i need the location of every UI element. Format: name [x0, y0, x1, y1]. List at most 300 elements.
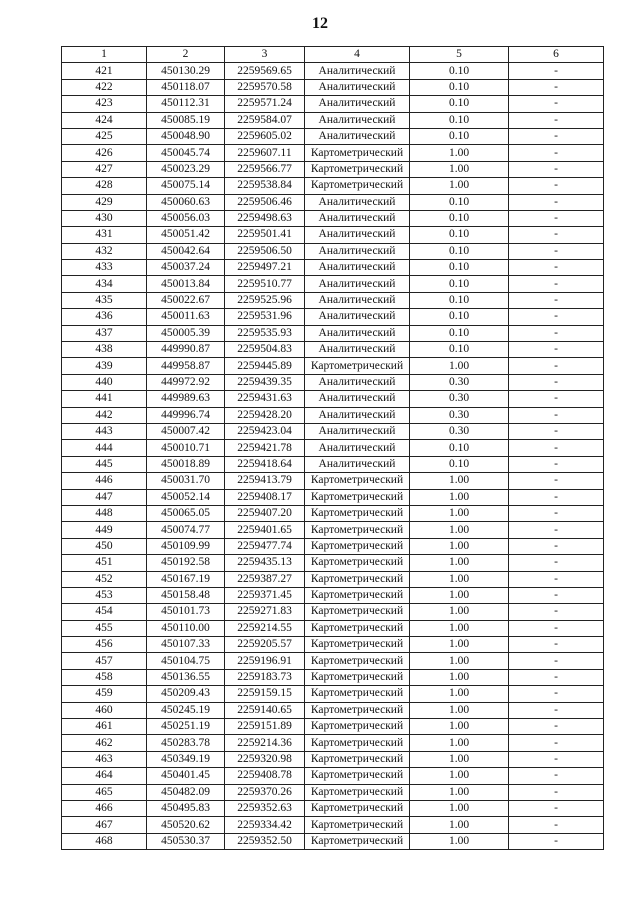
- y-coordinate-cell: 2259501.41: [225, 227, 305, 243]
- point-number-cell: 427: [62, 161, 147, 177]
- point-number-cell: 442: [62, 407, 147, 423]
- method-cell: Картометрический: [305, 768, 410, 784]
- note-cell: -: [509, 686, 604, 702]
- table-row: [62, 423, 604, 439]
- y-coordinate-cell: 2259151.89: [225, 719, 305, 735]
- point-number-cell: 421: [62, 63, 147, 79]
- table-row: [62, 522, 604, 538]
- x-coordinate-cell: 450209.43: [147, 686, 225, 702]
- x-coordinate-cell: 450005.39: [147, 325, 225, 341]
- accuracy-cell: 0.10: [410, 342, 509, 358]
- point-number-cell: 459: [62, 686, 147, 702]
- x-coordinate-cell: 450349.19: [147, 751, 225, 767]
- table-row: [62, 833, 604, 849]
- accuracy-cell: 0.30: [410, 423, 509, 439]
- y-coordinate-cell: 2259214.55: [225, 620, 305, 636]
- point-number-cell: 434: [62, 276, 147, 292]
- table-row: [62, 325, 604, 341]
- x-coordinate-cell: 449990.87: [147, 342, 225, 358]
- table-row: [62, 653, 604, 669]
- note-cell: -: [509, 276, 604, 292]
- table-row: [62, 637, 604, 653]
- method-cell: Аналитический: [305, 391, 410, 407]
- accuracy-cell: 0.10: [410, 243, 509, 259]
- method-cell: Аналитический: [305, 210, 410, 226]
- accuracy-cell: 1.00: [410, 522, 509, 538]
- table-row: [62, 751, 604, 767]
- point-number-cell: 432: [62, 243, 147, 259]
- table-row: [62, 210, 604, 226]
- table-row: [62, 538, 604, 554]
- table-row: [62, 227, 604, 243]
- x-coordinate-cell: 450495.83: [147, 800, 225, 816]
- note-cell: -: [509, 63, 604, 79]
- point-number-cell: 467: [62, 817, 147, 833]
- x-coordinate-cell: 450011.63: [147, 309, 225, 325]
- x-coordinate-cell: 450031.70: [147, 473, 225, 489]
- x-coordinate-cell: 450042.64: [147, 243, 225, 259]
- table-row: [62, 374, 604, 390]
- x-coordinate-cell: 450130.29: [147, 63, 225, 79]
- method-cell: Аналитический: [305, 112, 410, 128]
- y-coordinate-cell: 2259183.73: [225, 669, 305, 685]
- accuracy-cell: 1.00: [410, 653, 509, 669]
- x-coordinate-cell: 450074.77: [147, 522, 225, 538]
- y-coordinate-cell: 2259439.35: [225, 374, 305, 390]
- y-coordinate-cell: 2259205.57: [225, 637, 305, 653]
- method-cell: Картометрический: [305, 686, 410, 702]
- table-row: [62, 800, 604, 816]
- note-cell: -: [509, 145, 604, 161]
- x-coordinate-cell: 450520.62: [147, 817, 225, 833]
- point-number-cell: 450: [62, 538, 147, 554]
- table-row: [62, 96, 604, 112]
- note-cell: -: [509, 571, 604, 587]
- method-cell: Картометрический: [305, 555, 410, 571]
- method-cell: Картометрический: [305, 604, 410, 620]
- table-row: [62, 456, 604, 472]
- x-coordinate-cell: 450037.24: [147, 260, 225, 276]
- point-number-cell: 463: [62, 751, 147, 767]
- method-cell: Аналитический: [305, 309, 410, 325]
- note-cell: -: [509, 719, 604, 735]
- note-cell: -: [509, 342, 604, 358]
- accuracy-cell: 0.10: [410, 194, 509, 210]
- accuracy-cell: 1.00: [410, 161, 509, 177]
- accuracy-cell: 1.00: [410, 620, 509, 636]
- y-coordinate-cell: 2259421.78: [225, 440, 305, 456]
- method-cell: Картометрический: [305, 784, 410, 800]
- point-number-cell: 461: [62, 719, 147, 735]
- accuracy-cell: 1.00: [410, 768, 509, 784]
- method-cell: Картометрический: [305, 505, 410, 521]
- x-coordinate-cell: 450048.90: [147, 128, 225, 144]
- method-cell: Картометрический: [305, 587, 410, 603]
- method-cell: Аналитический: [305, 456, 410, 472]
- x-coordinate-cell: 450085.19: [147, 112, 225, 128]
- table-row: [62, 161, 604, 177]
- method-cell: Картометрический: [305, 833, 410, 849]
- y-coordinate-cell: 2259506.50: [225, 243, 305, 259]
- y-coordinate-cell: 2259352.50: [225, 833, 305, 849]
- method-cell: Картометрический: [305, 522, 410, 538]
- table-row: [62, 571, 604, 587]
- x-coordinate-cell: 450051.42: [147, 227, 225, 243]
- point-number-cell: 436: [62, 309, 147, 325]
- x-coordinate-cell: 450112.31: [147, 96, 225, 112]
- accuracy-cell: 0.10: [410, 309, 509, 325]
- note-cell: -: [509, 128, 604, 144]
- method-cell: Аналитический: [305, 407, 410, 423]
- x-coordinate-cell: 450251.19: [147, 719, 225, 735]
- x-coordinate-cell: 449972.92: [147, 374, 225, 390]
- method-cell: Аналитический: [305, 342, 410, 358]
- x-coordinate-cell: 449989.63: [147, 391, 225, 407]
- note-cell: -: [509, 637, 604, 653]
- table-row: [62, 63, 604, 79]
- accuracy-cell: 0.10: [410, 440, 509, 456]
- accuracy-cell: 0.10: [410, 210, 509, 226]
- accuracy-cell: 1.00: [410, 358, 509, 374]
- point-number-cell: 455: [62, 620, 147, 636]
- coordinates-table: [61, 46, 604, 850]
- accuracy-cell: 1.00: [410, 604, 509, 620]
- y-coordinate-cell: 2259407.20: [225, 505, 305, 521]
- note-cell: -: [509, 489, 604, 505]
- accuracy-cell: 1.00: [410, 571, 509, 587]
- accuracy-cell: 1.00: [410, 702, 509, 718]
- point-number-cell: 428: [62, 178, 147, 194]
- table-row: [62, 342, 604, 358]
- note-cell: -: [509, 522, 604, 538]
- accuracy-cell: 0.10: [410, 292, 509, 308]
- point-number-cell: 454: [62, 604, 147, 620]
- note-cell: -: [509, 800, 604, 816]
- x-coordinate-cell: 450245.19: [147, 702, 225, 718]
- table-row: [62, 178, 604, 194]
- point-number-cell: 466: [62, 800, 147, 816]
- note-cell: -: [509, 194, 604, 210]
- table-row: [62, 768, 604, 784]
- point-number-cell: 424: [62, 112, 147, 128]
- table-row: [62, 784, 604, 800]
- y-coordinate-cell: 2259571.24: [225, 96, 305, 112]
- accuracy-cell: 1.00: [410, 669, 509, 685]
- point-number-cell: 433: [62, 260, 147, 276]
- note-cell: -: [509, 292, 604, 308]
- x-coordinate-cell: 449996.74: [147, 407, 225, 423]
- y-coordinate-cell: 2259566.77: [225, 161, 305, 177]
- accuracy-cell: 1.00: [410, 587, 509, 603]
- method-cell: Аналитический: [305, 374, 410, 390]
- note-cell: -: [509, 374, 604, 390]
- point-number-cell: 430: [62, 210, 147, 226]
- method-cell: Аналитический: [305, 260, 410, 276]
- table-row: [62, 112, 604, 128]
- table-body: [62, 63, 604, 850]
- table-row: [62, 669, 604, 685]
- accuracy-cell: 1.00: [410, 489, 509, 505]
- point-number-cell: 460: [62, 702, 147, 718]
- y-coordinate-cell: 2259423.04: [225, 423, 305, 439]
- table-row: [62, 276, 604, 292]
- method-cell: Картометрический: [305, 571, 410, 587]
- x-coordinate-cell: 450192.58: [147, 555, 225, 571]
- method-cell: Аналитический: [305, 243, 410, 259]
- y-coordinate-cell: 2259605.02: [225, 128, 305, 144]
- note-cell: -: [509, 423, 604, 439]
- note-cell: -: [509, 161, 604, 177]
- y-coordinate-cell: 2259510.77: [225, 276, 305, 292]
- method-cell: Аналитический: [305, 440, 410, 456]
- accuracy-cell: 1.00: [410, 555, 509, 571]
- note-cell: -: [509, 817, 604, 833]
- note-cell: -: [509, 784, 604, 800]
- y-coordinate-cell: 2259271.83: [225, 604, 305, 620]
- point-number-cell: 441: [62, 391, 147, 407]
- x-coordinate-cell: 450101.73: [147, 604, 225, 620]
- method-cell: Аналитический: [305, 79, 410, 95]
- y-coordinate-cell: 2259498.63: [225, 210, 305, 226]
- y-coordinate-cell: 2259569.65: [225, 63, 305, 79]
- method-cell: Картометрический: [305, 735, 410, 751]
- table-row: [62, 604, 604, 620]
- note-cell: -: [509, 555, 604, 571]
- accuracy-cell: 0.10: [410, 456, 509, 472]
- y-coordinate-cell: 2259334.42: [225, 817, 305, 833]
- x-coordinate-cell: 450045.74: [147, 145, 225, 161]
- note-cell: -: [509, 620, 604, 636]
- accuracy-cell: 1.00: [410, 145, 509, 161]
- table-row: [62, 555, 604, 571]
- header-row: [62, 47, 604, 63]
- method-cell: Аналитический: [305, 227, 410, 243]
- point-number-cell: 453: [62, 587, 147, 603]
- note-cell: -: [509, 96, 604, 112]
- table-row: [62, 260, 604, 276]
- note-cell: -: [509, 751, 604, 767]
- table-row: [62, 145, 604, 161]
- column-header-4: 4: [305, 47, 410, 63]
- x-coordinate-cell: 450023.29: [147, 161, 225, 177]
- y-coordinate-cell: 2259401.65: [225, 522, 305, 538]
- point-number-cell: 456: [62, 637, 147, 653]
- point-number-cell: 437: [62, 325, 147, 341]
- point-number-cell: 457: [62, 653, 147, 669]
- table-row: [62, 79, 604, 95]
- y-coordinate-cell: 2259497.21: [225, 260, 305, 276]
- accuracy-cell: 1.00: [410, 833, 509, 849]
- column-header-2: 2: [147, 47, 225, 63]
- note-cell: -: [509, 112, 604, 128]
- y-coordinate-cell: 2259196.91: [225, 653, 305, 669]
- point-number-cell: 440: [62, 374, 147, 390]
- accuracy-cell: 1.00: [410, 751, 509, 767]
- point-number-cell: 452: [62, 571, 147, 587]
- x-coordinate-cell: 450104.75: [147, 653, 225, 669]
- table-row: [62, 391, 604, 407]
- method-cell: Картометрический: [305, 751, 410, 767]
- y-coordinate-cell: 2259506.46: [225, 194, 305, 210]
- note-cell: -: [509, 391, 604, 407]
- point-number-cell: 465: [62, 784, 147, 800]
- accuracy-cell: 0.10: [410, 112, 509, 128]
- note-cell: -: [509, 325, 604, 341]
- table-row: [62, 440, 604, 456]
- method-cell: Картометрический: [305, 719, 410, 735]
- y-coordinate-cell: 2259159.15: [225, 686, 305, 702]
- note-cell: -: [509, 768, 604, 784]
- method-cell: Аналитический: [305, 194, 410, 210]
- method-cell: Картометрический: [305, 489, 410, 505]
- x-coordinate-cell: 450022.67: [147, 292, 225, 308]
- method-cell: Аналитический: [305, 128, 410, 144]
- method-cell: Картометрический: [305, 669, 410, 685]
- table-row: [62, 587, 604, 603]
- point-number-cell: 447: [62, 489, 147, 505]
- y-coordinate-cell: 2259584.07: [225, 112, 305, 128]
- y-coordinate-cell: 2259431.63: [225, 391, 305, 407]
- y-coordinate-cell: 2259428.20: [225, 407, 305, 423]
- table-row: [62, 489, 604, 505]
- y-coordinate-cell: 2259570.58: [225, 79, 305, 95]
- y-coordinate-cell: 2259531.96: [225, 309, 305, 325]
- method-cell: Картометрический: [305, 538, 410, 554]
- y-coordinate-cell: 2259371.45: [225, 587, 305, 603]
- x-coordinate-cell: 450075.14: [147, 178, 225, 194]
- note-cell: -: [509, 79, 604, 95]
- accuracy-cell: 0.10: [410, 96, 509, 112]
- table-row: [62, 686, 604, 702]
- y-coordinate-cell: 2259504.83: [225, 342, 305, 358]
- note-cell: -: [509, 407, 604, 423]
- y-coordinate-cell: 2259370.26: [225, 784, 305, 800]
- x-coordinate-cell: 450283.78: [147, 735, 225, 751]
- y-coordinate-cell: 2259413.79: [225, 473, 305, 489]
- column-header-6: 6: [509, 47, 604, 63]
- note-cell: -: [509, 243, 604, 259]
- method-cell: Аналитический: [305, 423, 410, 439]
- point-number-cell: 439: [62, 358, 147, 374]
- point-number-cell: 423: [62, 96, 147, 112]
- table-row: [62, 702, 604, 718]
- accuracy-cell: 1.00: [410, 817, 509, 833]
- y-coordinate-cell: 2259445.89: [225, 358, 305, 374]
- method-cell: Картометрический: [305, 817, 410, 833]
- accuracy-cell: 0.10: [410, 325, 509, 341]
- accuracy-cell: 0.10: [410, 276, 509, 292]
- table-row: [62, 128, 604, 144]
- x-coordinate-cell: 449958.87: [147, 358, 225, 374]
- table-row: [62, 292, 604, 308]
- accuracy-cell: 0.10: [410, 128, 509, 144]
- point-number-cell: 435: [62, 292, 147, 308]
- method-cell: Картометрический: [305, 800, 410, 816]
- x-coordinate-cell: 450056.03: [147, 210, 225, 226]
- y-coordinate-cell: 2259535.93: [225, 325, 305, 341]
- y-coordinate-cell: 2259525.96: [225, 292, 305, 308]
- point-number-cell: 462: [62, 735, 147, 751]
- point-number-cell: 426: [62, 145, 147, 161]
- method-cell: Аналитический: [305, 63, 410, 79]
- method-cell: Картометрический: [305, 637, 410, 653]
- accuracy-cell: 0.30: [410, 391, 509, 407]
- accuracy-cell: 1.00: [410, 473, 509, 489]
- y-coordinate-cell: 2259408.17: [225, 489, 305, 505]
- point-number-cell: 438: [62, 342, 147, 358]
- note-cell: -: [509, 309, 604, 325]
- point-number-cell: 446: [62, 473, 147, 489]
- accuracy-cell: 1.00: [410, 505, 509, 521]
- x-coordinate-cell: 450110.00: [147, 620, 225, 636]
- x-coordinate-cell: 450018.89: [147, 456, 225, 472]
- accuracy-cell: 1.00: [410, 637, 509, 653]
- accuracy-cell: 0.30: [410, 407, 509, 423]
- note-cell: -: [509, 538, 604, 554]
- table-row: [62, 505, 604, 521]
- x-coordinate-cell: 450118.07: [147, 79, 225, 95]
- accuracy-cell: 1.00: [410, 735, 509, 751]
- note-cell: -: [509, 505, 604, 521]
- y-coordinate-cell: 2259352.63: [225, 800, 305, 816]
- method-cell: Аналитический: [305, 292, 410, 308]
- y-coordinate-cell: 2259477.74: [225, 538, 305, 554]
- point-number-cell: 443: [62, 423, 147, 439]
- method-cell: Картометрический: [305, 702, 410, 718]
- y-coordinate-cell: 2259140.65: [225, 702, 305, 718]
- y-coordinate-cell: 2259214.36: [225, 735, 305, 751]
- x-coordinate-cell: 450107.33: [147, 637, 225, 653]
- note-cell: -: [509, 210, 604, 226]
- point-number-cell: 425: [62, 128, 147, 144]
- accuracy-cell: 0.10: [410, 63, 509, 79]
- note-cell: -: [509, 456, 604, 472]
- column-header-3: 3: [225, 47, 305, 63]
- note-cell: -: [509, 358, 604, 374]
- x-coordinate-cell: 450167.19: [147, 571, 225, 587]
- accuracy-cell: 1.00: [410, 538, 509, 554]
- note-cell: -: [509, 227, 604, 243]
- page-number: 12: [312, 15, 328, 32]
- x-coordinate-cell: 450052.14: [147, 489, 225, 505]
- x-coordinate-cell: 450158.48: [147, 587, 225, 603]
- x-coordinate-cell: 450109.99: [147, 538, 225, 554]
- note-cell: -: [509, 653, 604, 669]
- note-cell: -: [509, 604, 604, 620]
- table-row: [62, 194, 604, 210]
- point-number-cell: 444: [62, 440, 147, 456]
- accuracy-cell: 0.10: [410, 260, 509, 276]
- y-coordinate-cell: 2259435.13: [225, 555, 305, 571]
- table-row: [62, 719, 604, 735]
- method-cell: Картометрический: [305, 178, 410, 194]
- accuracy-cell: 1.00: [410, 686, 509, 702]
- accuracy-cell: 1.00: [410, 719, 509, 735]
- x-coordinate-cell: 450060.63: [147, 194, 225, 210]
- point-number-cell: 451: [62, 555, 147, 571]
- method-cell: Аналитический: [305, 96, 410, 112]
- method-cell: Картометрический: [305, 620, 410, 636]
- accuracy-cell: 0.30: [410, 374, 509, 390]
- note-cell: -: [509, 178, 604, 194]
- y-coordinate-cell: 2259408.78: [225, 768, 305, 784]
- point-number-cell: 431: [62, 227, 147, 243]
- note-cell: -: [509, 702, 604, 718]
- method-cell: Картометрический: [305, 653, 410, 669]
- point-number-cell: 458: [62, 669, 147, 685]
- x-coordinate-cell: 450065.05: [147, 505, 225, 521]
- method-cell: Картометрический: [305, 161, 410, 177]
